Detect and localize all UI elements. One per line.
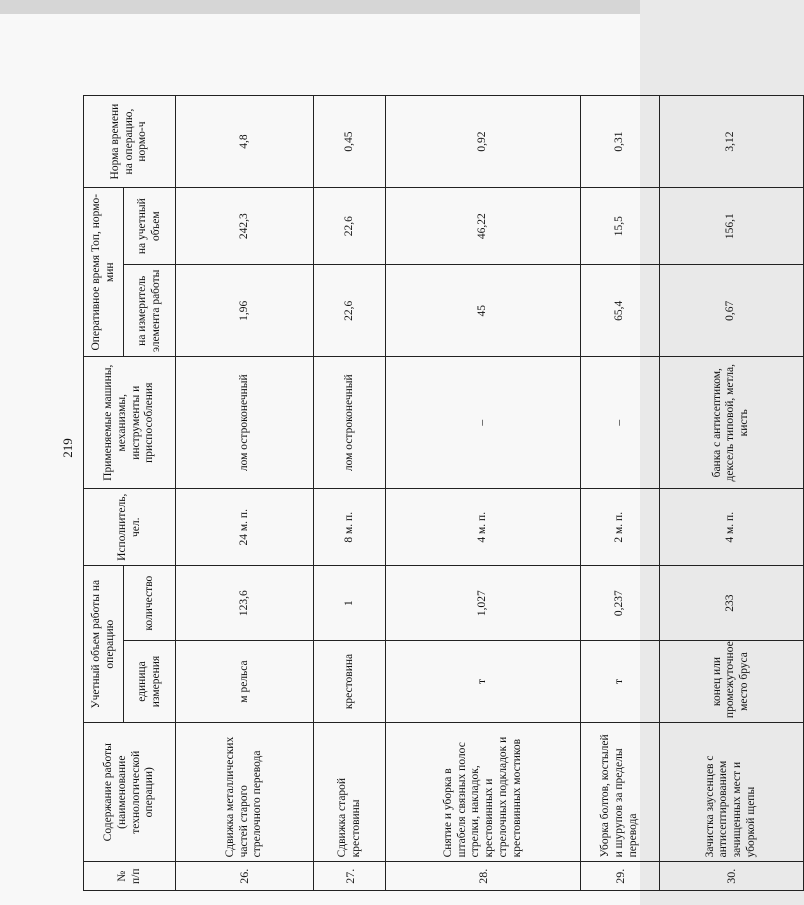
row-tools: лом остроконечный: [176, 357, 314, 489]
row-per-meter: 22,6: [314, 265, 386, 357]
table-row: [176, 96, 314, 891]
header-per-meter: на измеритель элемента работы: [124, 265, 176, 357]
row-num: 26.: [176, 862, 314, 891]
row-tools: –: [581, 357, 660, 489]
row-per-volume: 22,6: [314, 188, 386, 265]
row-quantity: 233: [659, 566, 803, 641]
row-per-meter: 1,96: [176, 265, 314, 357]
row-content: Уборка болтов, костылей и шурупов за пределы перевода: [581, 723, 660, 862]
row-per-meter: 45: [386, 265, 581, 357]
row-tools: –: [386, 357, 581, 489]
row-executor: 2 м. п.: [581, 489, 660, 566]
row-executor: 4 м. п.: [659, 489, 803, 566]
row-num: 30.: [659, 862, 803, 891]
row-unit: т: [581, 640, 660, 722]
header-executor: Исполнитель, чел.: [84, 489, 176, 566]
header-content: Содержание работы (наименование технологической операции): [84, 723, 176, 862]
row-unit: т: [386, 640, 581, 722]
row-content: Сдвижка металлических частей старого стрелочного перевода: [176, 723, 314, 862]
row-content: Сдвижка старой крестовины: [314, 723, 386, 862]
header-quantity: количество: [124, 566, 176, 641]
row-unit: м рельса: [176, 640, 314, 722]
row-norm: 0,45: [314, 96, 386, 188]
row-executor: 4 м. п.: [386, 489, 581, 566]
header-unit: единица измерения: [124, 640, 176, 722]
row-norm: 4,8: [176, 96, 314, 188]
header-norm: Норма времени на операцию, нормо-ч: [84, 96, 176, 188]
row-per-meter: 65,4: [581, 265, 660, 357]
header-per-volume: на учетный объем: [124, 188, 176, 265]
table-row: [314, 96, 386, 891]
table-row: [386, 96, 581, 891]
row-norm: 3,12: [659, 96, 803, 188]
header-volume-group: Учетный объем работы на операцию: [84, 566, 124, 723]
header-num: № п/п: [84, 862, 176, 891]
norms-table: [83, 95, 804, 891]
row-num: 29.: [581, 862, 660, 891]
row-executor: 24 м. п.: [176, 489, 314, 566]
row-content: Зачистка заусенцев с антисептированием зачищенных мест и уборкой щепы: [659, 723, 803, 862]
row-num: 27.: [314, 862, 386, 891]
row-num: 28.: [386, 862, 581, 891]
page-number: 219: [60, 438, 75, 458]
row-per-volume: 156,1: [659, 188, 803, 265]
table-container: [83, 95, 804, 891]
row-executor: 8 м. п.: [314, 489, 386, 566]
row-per-volume: 242,3: [176, 188, 314, 265]
row-quantity: 0,237: [581, 566, 660, 641]
row-per-meter: 0,67: [659, 265, 803, 357]
row-per-volume: 46,22: [386, 188, 581, 265]
row-per-volume: 15,5: [581, 188, 660, 265]
row-quantity: 1,027: [386, 566, 581, 641]
row-unit: конец или промежуточное место бруса: [659, 640, 803, 722]
table-row: [659, 96, 803, 891]
row-tools: банка с антисептиком, дексель типовой, метла, кисть: [659, 357, 803, 489]
row-tools: лом остроконечный: [314, 357, 386, 489]
header-optime-group: Оперативное время Топ, нормо-мин: [84, 188, 124, 357]
row-unit: крестовина: [314, 640, 386, 722]
scan-edge: [0, 0, 640, 14]
row-quantity: 1: [314, 566, 386, 641]
row-content: Снятие и уборка в штабеля связных полос стрелки, накладок, крестовинных и стрелочных подкладок и крестовинных мостиков: [386, 723, 581, 862]
row-quantity: 123,6: [176, 566, 314, 641]
row-norm: 0,31: [581, 96, 660, 188]
table-row: [581, 96, 660, 891]
row-norm: 0,92: [386, 96, 581, 188]
header-tools: Применяемые машины, механизмы, инструменты и приспособления: [84, 357, 176, 489]
